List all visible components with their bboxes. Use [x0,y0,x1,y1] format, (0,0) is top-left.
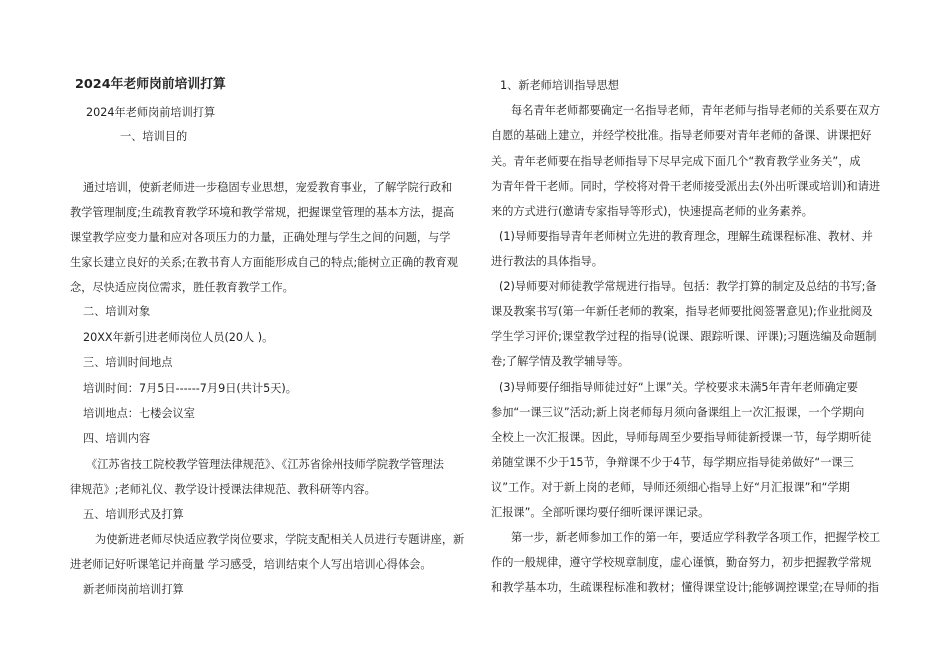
paragraph-line: 参加“一课三议”活动;新上岗老师每月须向备课组上一次汇报课，一个学期向 [491,406,865,419]
paragraph-line: 培训时间：7月5日------7月9日(共计5天)。 [83,382,297,395]
paragraph-line: (2)导师要对师徒教学常规进行指导。包括：教学打算的制定及总结的书写;备 [499,280,877,293]
paragraph-line: 进行教法的具体指导。 [491,255,603,268]
paragraph-line: 议”工作。对于新上岗的老师，导师还须细心指导上好“月汇报课”和“学期 [491,481,850,494]
section-heading: 二、培训对象 [83,305,151,318]
section-heading: 五、培训形式及打算 [83,508,184,521]
section-heading: 四、培训内容 [83,432,151,445]
paragraph-line: (1)导师要指导青年老师树立先进的教育理念，理解生疏课程标准、教材、并 [499,230,873,243]
section-heading: 三、培训时间地点 [83,356,173,369]
paragraph-line: 自愿的基础上建立，并经学校批准。指导老师要对青年老师的备课、讲课把好 [491,129,872,142]
paragraph-line: 培训地点：七楼会议室 [83,407,195,420]
paragraph-line: 念，尽快适应岗位需求，胜任教育教学工作。 [70,281,294,294]
paragraph-line: 卷;了解学情及教学辅导等。 [491,355,630,368]
paragraph-line: 为青年骨干老师。同时，学校将对骨干老师接受派出去(外出听课或培训)和请进 [491,180,881,193]
paragraph-line: 《江苏省技工院校教学管理法律规范》、《江苏省徐州技师学院教学管理法 [86,458,444,471]
paragraph-line: 生家长建立良好的关系;在教书育人方面能形成自己的特点;能树立正确的教育观 [70,256,458,269]
paragraph-line: 学生学习评价;课堂教学过程的指导(说课、跟踪听课、评课);习题选编及命题制 [491,330,877,343]
paragraph-line: 和教学基本功，生疏课程标准和教材；懂得课堂设计;能够调控课堂;在导师的指 [491,581,879,594]
paragraph-line: 课及教案书写(第一年新任老师的教案，指导老师要批阅签署意见);作业批阅及 [491,305,873,318]
section-heading: 1、新老师培训指导思想 [500,79,619,92]
paragraph-line: 课堂教学应变力量和应对各项压力的力量，正确处理与学生之间的问题，与学 [70,231,451,244]
paragraph-line: (3)导师要仔细指导师徒过好“上课”关。学校要求未满5年青年老师确定要 [499,381,858,394]
document-title: 2024年老师岗前培训打算 [75,77,226,92]
doc-subtitle: 2024年老师岗前培训打算 [86,106,216,119]
paragraph-line: 汇报课”。全部听课均要仔细听课评课记录。 [491,506,710,519]
paragraph-line: 律规范》;老师礼仪、教学设计授课法律规范、教科研等内容。 [70,483,376,496]
paragraph-line: 通过培训，使新老师进一步稳固专业思想，宠爱教育事业，了解学院行政和 [83,181,453,194]
section-heading: 一、培训目的 [120,130,188,143]
paragraph-line: 为使新进老师尽快适应教学岗位要求，学院支配相关人员进行专题讲座，新 [95,533,465,546]
paragraph-line: 20XX年新引进老师岗位人员(20人 )。 [83,331,274,344]
paragraph-line: 教学管理制度;生疏教育教学环境和教学常规，把握课堂管理的基本方法，提高 [70,206,455,219]
paragraph-line: 全校上一次汇报课。因此，导师每周至少要指导师徒新授课一节，每学期听徒 [491,431,872,444]
paragraph-line: 作的一般规律，遵守学校规章制度，虚心谨慎，勤奋努力，初步把握教学常规 [491,556,872,569]
paragraph-line: 每名青年老师都要确定一名指导老师，青年老师与指导老师的关系要在双方 [511,104,881,117]
paragraph-line: 来的方式进行(邀请专家指导等形式)，快速提高老师的业务素养。 [491,205,813,218]
paragraph-line: 新老师岗前培训打算 [83,583,184,596]
paragraph-line: 关。青年老师要在指导老师指导下尽早完成下面几个“教育教学业务关”，成 [491,155,861,168]
paragraph-line: 弟随堂课不少于15节，争辩课不少于4节，每学期应指导徒弟做好“一课三 [491,456,854,469]
paragraph-line: 进老师记好听课笔记并商量 学习感受，培训结束个人写出培训心得体会。 [70,558,432,571]
paragraph-line: 第一步，新老师参加工作的第一年，要适应学科教学各项工作，把握学校工 [511,531,881,544]
